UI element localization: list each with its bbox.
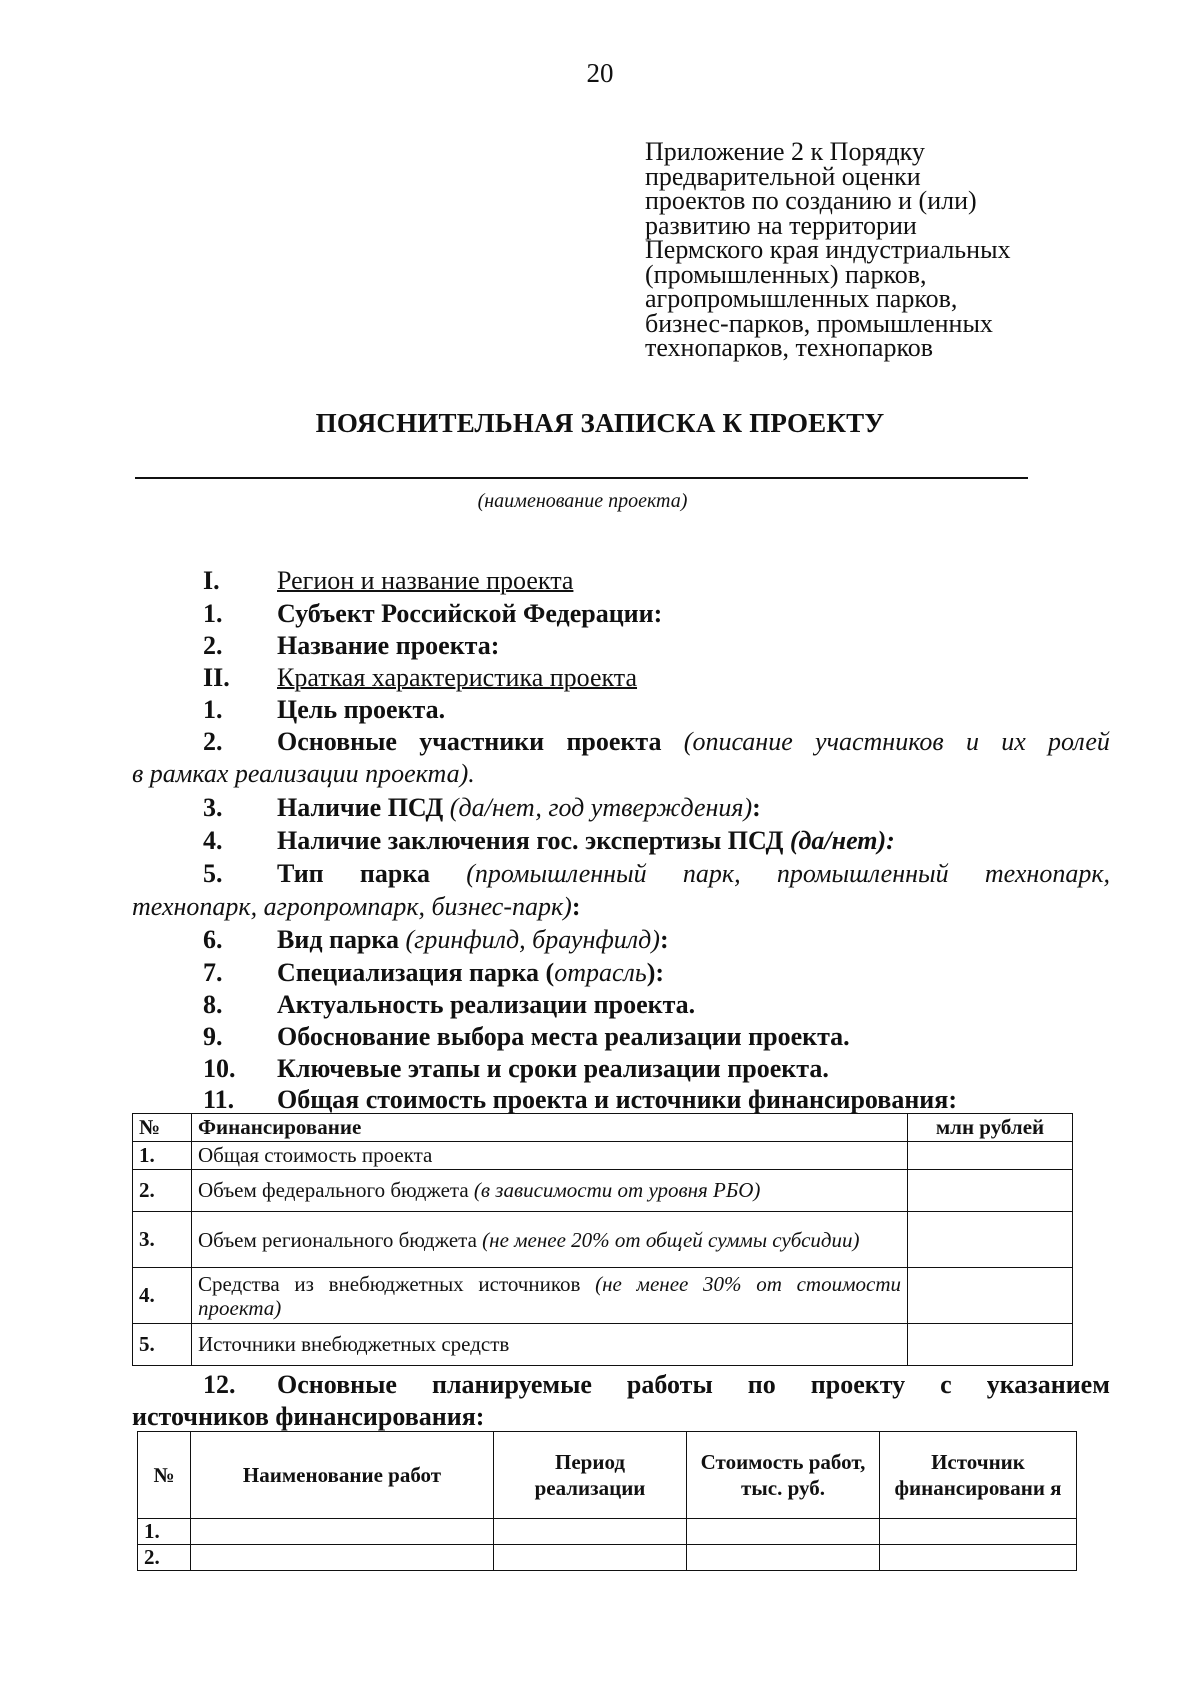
word: работы <box>626 1370 713 1399</box>
appendix-line: Приложение 2 к Порядку <box>645 137 925 166</box>
appendix-line: проектов по созданию и (или) <box>645 186 977 215</box>
item-number: 1. <box>203 599 223 628</box>
item-tail: : <box>659 925 669 954</box>
appendix-line: развитию на территории <box>645 210 917 240</box>
item-number: 10. <box>203 1054 236 1083</box>
list-item <box>132 1054 1110 1086</box>
cost-cell[interactable] <box>687 1545 880 1571</box>
works-table <box>137 1431 1077 1571</box>
work-name-cell[interactable] <box>191 1519 494 1545</box>
word: Основные <box>277 1370 397 1399</box>
row-number: 2. <box>138 1545 191 1571</box>
item-label: Специализация парка ( <box>277 958 555 987</box>
appendix-line: (промышленных) парков, <box>645 259 927 289</box>
item-number: 12. <box>203 1370 236 1399</box>
row-label: Объем регионального бюджета <box>198 1227 483 1252</box>
word: ролей <box>1048 727 1110 756</box>
column-header-financing: Финансирование <box>192 1114 908 1142</box>
item-number: 8. <box>203 990 223 1019</box>
word: технопарк, <box>984 859 1110 888</box>
word: Тип <box>277 859 324 888</box>
row-number: 5. <box>133 1324 192 1366</box>
item-continuation <box>132 892 581 922</box>
appendix-line: Пермского края индустриальных <box>645 235 1011 264</box>
appendix-line: технопарков, технопарков <box>645 333 934 362</box>
table-header-row <box>133 1114 1073 1142</box>
item-tail: : <box>752 793 761 822</box>
word: (промышленный <box>466 859 647 888</box>
item-label: Общая стоимость проекта и источники финансирования: <box>277 1085 957 1114</box>
appendix-reference <box>645 137 1075 362</box>
word: участники <box>419 727 545 756</box>
word: участников <box>815 727 944 756</box>
section-number: I. <box>203 566 220 595</box>
word: с <box>940 1370 952 1399</box>
item-text-justified <box>277 859 1110 889</box>
project-name-line <box>135 477 1028 479</box>
row-label: Объем федерального бюджета <box>198 1178 474 1202</box>
word: промышленный <box>776 859 949 888</box>
appendix-line: агропромышленных парков, <box>645 284 958 313</box>
amount-cell[interactable] <box>908 1170 1073 1212</box>
word: по <box>747 1370 776 1399</box>
amount-cell[interactable] <box>908 1268 1073 1324</box>
amount-cell[interactable] <box>908 1212 1073 1268</box>
item-label: Субъект Российской Федерации: <box>277 599 663 628</box>
row-number: 1. <box>138 1519 191 1545</box>
item-number: 2. <box>203 727 223 756</box>
item-number: 2. <box>203 631 223 660</box>
item-label: Ключевые этапы и сроки реализации проекта. <box>277 1054 829 1083</box>
item-number: 11. <box>203 1085 235 1114</box>
project-name-caption: (наименование проекта) <box>477 490 688 512</box>
row-note: (в зависимости от уровня РБО) <box>473 1178 761 1202</box>
row-label: Общая стоимость проекта <box>198 1143 433 1167</box>
item-number: 6. <box>203 925 223 954</box>
column-header-cost: Стоимость работ, тыс. руб. <box>687 1432 880 1519</box>
list-item <box>132 925 1110 957</box>
item-continuation: источников финансирования: <box>132 1402 485 1431</box>
word: их <box>1001 727 1026 756</box>
item-number: 1. <box>203 695 223 724</box>
work-name-cell[interactable] <box>191 1545 494 1571</box>
table-row <box>133 1212 1073 1268</box>
row-number: 3. <box>133 1212 192 1268</box>
page-number: 20 <box>586 58 614 88</box>
item-continuation: в рамках реализации проекта). <box>132 759 475 788</box>
appendix-line: бизнес-парков, промышленных <box>645 308 993 338</box>
item-number: 7. <box>203 958 223 987</box>
row-note: (не менее 20% от общей суммы субсидии) <box>482 1227 860 1252</box>
list-item <box>132 695 1110 727</box>
row-number: 2. <box>133 1170 192 1212</box>
item-tail: : <box>571 892 581 921</box>
amount-cell[interactable] <box>908 1324 1073 1366</box>
period-cell[interactable] <box>494 1519 687 1545</box>
section-label: Краткая характеристика проекта <box>277 663 638 692</box>
item-note: (да/нет): <box>789 826 895 855</box>
list-item <box>132 599 1110 631</box>
word: парк, <box>682 859 741 888</box>
item-text-justified <box>277 727 1110 757</box>
row-label: Источники внебюджетных средств <box>198 1332 510 1356</box>
section-label: Регион и название проекта <box>277 566 574 595</box>
source-cell[interactable] <box>880 1545 1077 1571</box>
row-text <box>192 1142 908 1170</box>
row-text <box>192 1268 908 1324</box>
table-row <box>138 1545 1077 1571</box>
item-note: отрасль <box>554 958 647 987</box>
item-text-justified <box>277 1370 1110 1400</box>
item-note: (да/нет, год утверждения) <box>449 793 753 822</box>
amount-cell[interactable] <box>908 1142 1073 1170</box>
item-number: 5. <box>203 859 223 888</box>
row-text <box>192 1170 908 1212</box>
table-header-row <box>138 1432 1077 1519</box>
list-item <box>132 793 1110 825</box>
item-label: Актуальность реализации проекта. <box>277 990 696 1019</box>
item-label: Наличие ПСД <box>277 793 444 822</box>
table-row <box>133 1268 1073 1324</box>
item-note: (гринфилд, браунфилд) <box>405 925 660 954</box>
item-label: Обоснование выбора места реализации проекта. <box>277 1022 850 1051</box>
word: и <box>965 727 979 756</box>
item-label: Название проекта: <box>277 631 500 660</box>
list-item <box>132 826 1110 858</box>
row-text <box>192 1212 908 1268</box>
column-header-period: Период реализации <box>494 1432 687 1519</box>
row-note: (не менее 30% от стоимости проекта) <box>198 1271 901 1320</box>
table-row <box>133 1170 1073 1212</box>
section-number: II. <box>203 663 230 692</box>
column-header-amount: млн рублей <box>908 1114 1073 1142</box>
document-title: ПОЯСНИТЕЛЬНАЯ ЗАПИСКА К ПРОЕКТУ <box>315 408 885 438</box>
source-cell[interactable] <box>880 1519 1077 1545</box>
section-heading-1 <box>132 566 1110 598</box>
column-header-number: № <box>133 1114 192 1142</box>
item-label: Цель проекта. <box>277 695 446 724</box>
word: проекту <box>810 1370 906 1399</box>
row-text <box>192 1324 908 1366</box>
section-heading-2 <box>132 663 1110 695</box>
word: проекта <box>566 727 662 756</box>
row-number: 4. <box>133 1268 192 1324</box>
word: планируемые <box>431 1370 592 1399</box>
item-label: Наличие заключения гос. экспертизы ПСД <box>277 826 784 855</box>
financing-table <box>132 1113 1073 1366</box>
appendix-line: предварительной оценки <box>645 161 921 191</box>
table-row <box>138 1519 1077 1545</box>
period-cell[interactable] <box>494 1545 687 1571</box>
item-number: 3. <box>203 793 223 822</box>
list-item <box>132 1022 1110 1054</box>
item-tail: ): <box>646 958 665 987</box>
list-item <box>132 990 1110 1022</box>
word: парка <box>359 859 430 888</box>
continuation-text: технопарк, агропромпарк, бизнес-парк) <box>132 892 572 921</box>
word: (описание <box>683 727 793 756</box>
word: Основные <box>277 727 397 756</box>
row-label: Средства из внебюджетных источников <box>198 1271 596 1296</box>
word: указанием <box>986 1370 1110 1399</box>
list-item <box>132 631 1110 663</box>
list-item <box>132 958 1110 990</box>
column-header-number: № <box>138 1432 191 1519</box>
column-header-source: Источник финансировани я <box>880 1432 1077 1519</box>
table-row <box>133 1142 1073 1170</box>
item-number: 9. <box>203 1022 223 1051</box>
item-number: 4. <box>203 826 223 855</box>
cost-cell[interactable] <box>687 1519 880 1545</box>
table-row <box>133 1324 1073 1366</box>
column-header-work-name: Наименование работ <box>191 1432 494 1519</box>
item-label: Вид парка <box>277 925 400 954</box>
row-number: 1. <box>133 1142 192 1170</box>
